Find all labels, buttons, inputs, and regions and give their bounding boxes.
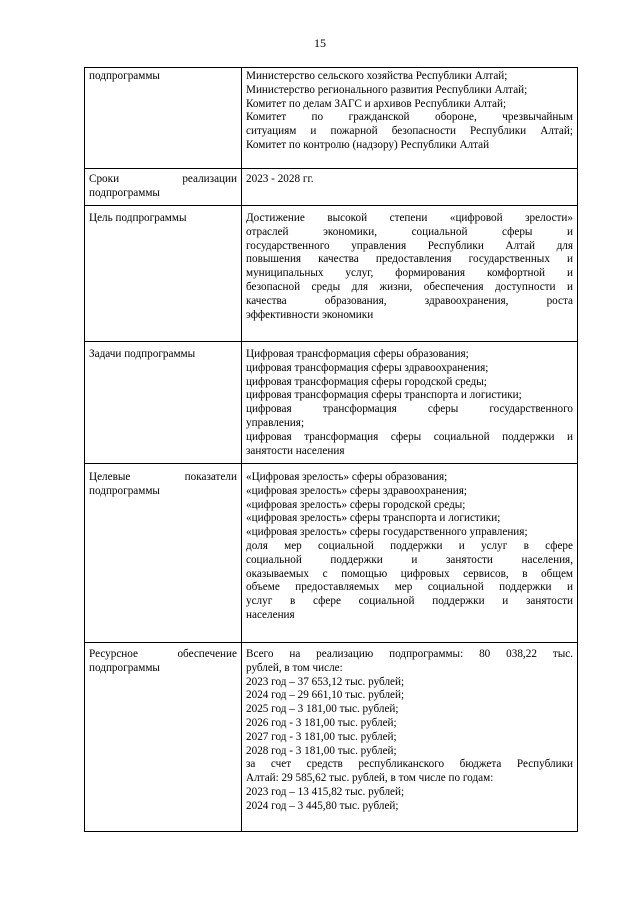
content-line: цифровая трансформация сферы государственного xyxy=(246,403,573,416)
content-line: Комитет по контролю (надзору) Республики Алтай xyxy=(246,138,490,151)
content-line: рублей, в том числе: xyxy=(246,661,343,674)
content-line: объеме предоставляемых мер социальной поддержки и xyxy=(246,581,573,594)
content-line: повышения качества предоставления государственных и xyxy=(246,253,573,266)
content-line: муниципальных услуг, формирования комфортной и xyxy=(246,267,573,280)
subprogram-passport-table xyxy=(84,67,578,832)
content-line: доля мер социальной поддержки и услуг в сфере xyxy=(246,539,573,552)
content-line: «Цифровая зрелость» сферы образования; xyxy=(246,471,448,483)
row-label-line: подпрограммы xyxy=(89,661,160,674)
table-row-terms xyxy=(85,169,578,206)
content-line: услуг в сфере социальной поддержки и занятости xyxy=(246,595,573,608)
content-line: цифровая трансформация сферы здравоохранения; xyxy=(246,361,489,374)
table-row-goal xyxy=(85,206,578,342)
content-line: отраслей экономики, социальной сферы и xyxy=(246,225,573,238)
row-label-line: Целевые показатели xyxy=(89,471,237,483)
content-line: Комитет по гражданской обороне, чрезвычайным xyxy=(246,111,573,124)
row-label-line: Задачи подпрограммы xyxy=(89,348,196,360)
page-number: 15 xyxy=(314,36,326,50)
row-label xyxy=(85,464,242,643)
row-content xyxy=(242,342,578,464)
content-line: Достижение высокой степени «цифровой зрелости» xyxy=(246,212,573,224)
content-line: «цифровая зрелость» сферы здравоохранения; xyxy=(246,484,467,497)
content-line: 2028 год - 3 181,00 тыс. рублей; xyxy=(246,744,397,757)
content-line: оказываемых с помощью цифровых сервисов, в общем xyxy=(246,567,573,580)
table-row-resources xyxy=(85,643,578,832)
content-line: «цифровая зрелость» сферы транспорта и логистики; xyxy=(246,512,501,525)
content-line: Комитет по делам ЗАГС и архивов Республики Алтай; xyxy=(246,97,507,110)
content-line: ситуациям и пожарной безопасности Республики Алтай; xyxy=(246,125,573,138)
row-content xyxy=(242,643,578,832)
content-line: 2023 год – 37 653,12 тыс. рублей; xyxy=(246,675,405,688)
row-label-line: подпрограммы xyxy=(89,186,160,199)
content-line: Всего на реализацию подпрограммы: 80 038,22 тыс. xyxy=(246,648,573,660)
table-row-indicators xyxy=(85,464,578,643)
content-line: 2027 год - 3 181,00 тыс. рублей; xyxy=(246,730,397,743)
row-label xyxy=(85,206,242,342)
content-line: безопасной среды для жизни, обеспечения доступности и xyxy=(246,280,573,293)
content-line: Министерство регионального развития Республики Алтай; xyxy=(246,83,528,96)
row-label xyxy=(85,68,242,169)
content-line: занятости населения xyxy=(246,444,345,457)
row-content xyxy=(242,169,578,206)
content-line: государственного управления Республики Алтай для xyxy=(246,239,573,252)
content-line: 2024 год – 3 445,80 тыс. рублей; xyxy=(246,799,399,812)
content-line: населения xyxy=(246,608,295,621)
content-line: цифровая трансформация сферы городской среды; xyxy=(246,375,487,388)
row-content xyxy=(242,206,578,342)
content-line: Цифровая трансформация сферы образования; xyxy=(246,348,469,360)
content-line: социальной поддержки и занятости населения, xyxy=(246,553,573,566)
content-line: управления; xyxy=(246,416,305,429)
row-content xyxy=(242,464,578,643)
content-line: 2024 год – 29 661,10 тыс. рублей; xyxy=(246,689,405,702)
content-line: 2026 год - 3 181,00 тыс. рублей; xyxy=(246,716,397,729)
content-line: Министерство сельского хозяйства Республики Алтай; xyxy=(246,70,508,82)
content-line: 2023 год – 13 415,82 тыс. рублей; xyxy=(246,785,405,798)
row-label xyxy=(85,643,242,832)
content-line: «цифровая зрелость» сферы государственного управления; xyxy=(246,526,528,539)
table-row-participants xyxy=(85,68,578,169)
content-line: цифровая трансформация сферы транспорта и логистики; xyxy=(246,389,522,402)
row-content xyxy=(242,68,578,169)
content-line: 2023 - 2028 гг. xyxy=(246,173,314,185)
table-row-tasks xyxy=(85,342,578,464)
row-label-line: подпрограммы xyxy=(89,484,160,497)
row-label-line: Ресурсное обеспечение xyxy=(89,648,237,660)
row-label-line: Сроки реализации xyxy=(89,173,237,185)
row-label xyxy=(85,342,242,464)
content-line: эффективности экономики xyxy=(246,308,374,321)
row-label xyxy=(85,169,242,206)
content-line: за счет средств республиканского бюджета Республики xyxy=(246,758,573,771)
row-label-line: Цель подпрограммы xyxy=(89,212,187,224)
content-line: Алтай: 29 585,62 тыс. рублей, в том числе по годам: xyxy=(246,772,494,785)
content-line: «цифровая зрелость» сферы городской среды; xyxy=(246,498,466,511)
content-line: 2025 год – 3 181,00 тыс. рублей; xyxy=(246,703,399,716)
content-line: цифровая трансформация сферы социальной поддержки и xyxy=(246,430,573,443)
row-label-line: подпрограммы xyxy=(89,70,160,82)
content-line: качества образования, здравоохранения, роста xyxy=(246,294,573,307)
